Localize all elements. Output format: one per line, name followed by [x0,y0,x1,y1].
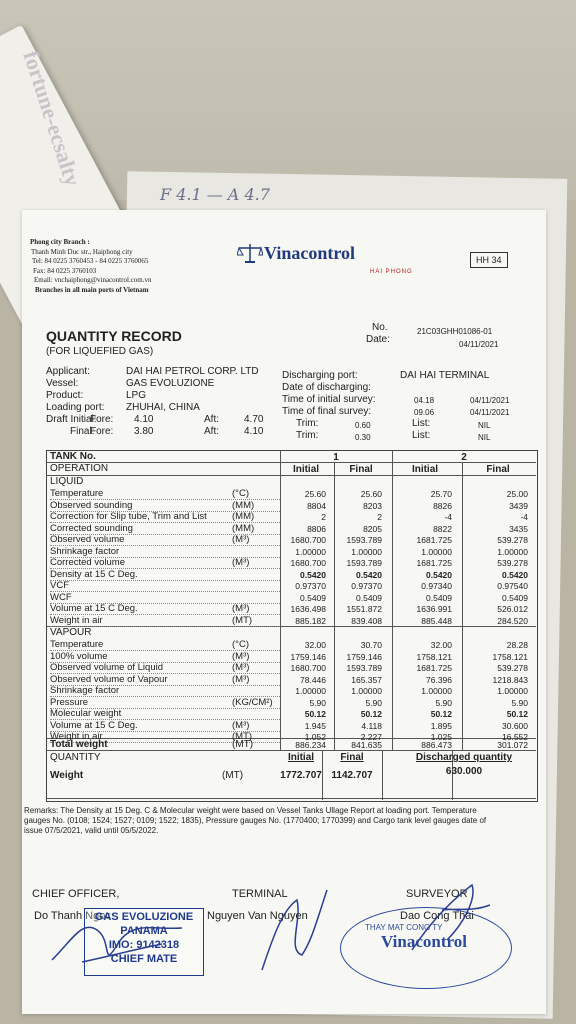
row-label: Observed volume of Liquid [50,662,164,673]
cell-value: 1636.991 [416,604,452,614]
cell-value: 1593.789 [346,558,382,568]
branch-line: Email: vnchaiphong@vinacontrol.com.vn [34,276,152,284]
cell-value: 25.00 [506,489,528,499]
vinacontrol-logo [237,242,263,268]
operation-header: OPERATION [50,463,109,474]
chief-officer-signature [42,900,222,980]
surveyor-signature [402,870,502,960]
info-vessel-label: Vessel: [46,378,79,389]
row-unit: (MM) [232,522,255,534]
cell-value: 78.446 [300,674,326,685]
row-label: Corrected volume [50,557,125,568]
cell-value: 16.552 [502,732,528,742]
info-time-initial-label: Time of initial survey: [282,394,376,405]
cell-value: 50.12 [430,709,452,719]
total-value: 886.234 [295,740,326,750]
cell-value: 1.00000 [351,546,382,557]
cell-value: 0.5409 [426,592,452,603]
row-label: WCF [50,591,72,603]
info-loading: ZHUHAI, CHINA [126,402,200,413]
cell-value: 8826 [433,500,452,511]
info-trim-label: Trim: [296,418,319,429]
info-trim-label: Trim: [296,430,319,441]
cell-value: 50.12 [360,709,382,719]
tank-1-header: 1 [333,452,339,463]
info-applicant: DAI HAI PETROL CORP. LTD [126,366,259,377]
quantity-initial-label: Initial [287,752,315,763]
cell-value: 0.97340 [421,581,452,591]
row-unit: (MT) [232,731,253,742]
row-dotline [50,580,280,581]
stamp-line: CHIEF MATE [110,953,178,965]
draft-initial-label: Draft Initial: [46,414,97,425]
draft-final-aft: 4.10 [244,426,264,437]
cell-value: 1.00000 [351,686,382,696]
cell-value: 0.5420 [426,569,452,580]
table-rule [46,798,536,799]
cell-value: 0.97370 [351,581,382,591]
surveyor-label: SURVEYOR [406,888,468,900]
row-label: Weight in air [50,731,103,742]
total-value: 301.072 [497,740,528,750]
cell-value: 539.278 [497,535,528,545]
row-unit: (M³) [232,534,250,545]
cell-value: 0.5420 [356,569,382,580]
cell-value: 32.00 [430,640,452,650]
cell-value: 1681.725 [416,663,452,673]
cell-value: 50.12 [304,709,326,719]
stamp-line: PANAMA [120,925,168,937]
cell-value: 8806 [307,523,326,534]
cell-value: 8822 [433,523,452,534]
cell-value: 28.28 [506,640,528,650]
row-label: Shrinkage factor [50,685,120,696]
cell-value: 1680.700 [290,535,326,545]
branch-line: Branches in all main ports of Vietnam [35,285,149,294]
time-final-date: 04/11/2021 [470,408,510,417]
row-label: Density at 15 C Deg. [50,568,138,580]
fore-label: Fore: [90,414,114,425]
cell-value: 0.5420 [300,569,326,580]
col-header-initial: Initial [292,464,320,475]
cell-value: 526.012 [497,604,528,614]
info-vessel: GAS EVOLUZIONE [126,378,215,389]
cell-value: 5.90 [511,697,528,708]
cell-value: 0.5409 [502,592,528,603]
branch-line: Phong city Branch : [30,238,90,246]
logo-subtitle: HAI PHONG [370,269,413,275]
info-applicant-label: Applicant: [46,366,90,377]
cell-value: 8804 [307,500,326,511]
discharging-port: DAI HAI TERMINAL [400,370,490,381]
info-date-disch-label: Date of discharging: [282,382,371,393]
total-value: 886.473 [421,740,452,750]
cell-value: 1680.700 [290,558,326,568]
info-loading-label: Loading port: [46,402,105,413]
trim-final: 0.30 [355,433,371,442]
row-unit: (MT) [232,614,253,626]
cell-value: 8205 [363,523,382,534]
col-header-final: Final [486,464,510,475]
cell-value: 1.895 [430,720,452,731]
folded-page-text: fortune-ecsalty [18,47,86,190]
list-label: List: [412,430,431,441]
remarks-line-2: gauges No. (0108; 1524; 1527; 0109; 1522; 1835), Pressure gauges No. (1770400; 1770399) and Cargo tank level gauges date of [24,816,487,825]
cell-value: 1759.146 [346,651,382,662]
row-unit: (KG/CM²) [232,696,273,708]
cell-value: 1551.872 [346,604,382,614]
stamp-text: THAY MAT CONG TY [365,923,443,932]
terminal-name: Nguyen Van Nguyen [207,910,308,922]
row-label: Correction for Slip tube, Trim and List [50,511,207,522]
info-product: LPG [126,390,147,401]
cell-value: 1680.700 [290,663,326,673]
cell-value: 0.5409 [356,592,382,603]
terminal-label: TERMINAL [232,888,288,900]
cell-value: 1758.121 [492,651,528,662]
cell-value: 539.278 [497,663,528,673]
cell-value: 1.00000 [295,546,326,557]
stamp-logo: Vinacontrol [381,932,467,951]
cell-value: 1.00000 [421,686,452,696]
col-header-final: Final [349,464,373,475]
cell-value: 30.600 [502,720,528,731]
row-label: Observed sounding [50,499,133,511]
logo-text: Vinacontrol [264,243,356,263]
weight-label: Weight [50,770,84,781]
row-dotline [50,591,280,592]
cell-value: 30.70 [360,640,382,650]
fore-label: Fore: [90,426,114,437]
draft-initial-aft: 4.70 [244,414,264,425]
no-label: No. [372,322,388,333]
cell-value: 0.5420 [502,569,528,580]
remarks-line-3: issue 07/5/2021, valid until 05/5/2022. [24,826,159,835]
stamp-line: IMO: 9142318 [108,939,180,951]
row-label: Temperature [50,488,104,499]
remarks-line-1: Remarks: The Density at 15 Deg. C & Molecular weight were based on Vessel Tanks Ullage Report at loading port. Temperature [24,806,477,815]
surveyor-name: Dao Cong Thai [400,910,474,922]
row-label: 100% volume [50,650,108,662]
info-product-label: Product: [46,390,84,401]
vapour-label: VAPOUR [50,627,92,638]
total-value: 841.635 [351,740,382,750]
row-label: Molecular weight [50,708,122,719]
info-disch-label: Discharging port: [282,370,358,381]
cell-value: 8203 [363,500,382,511]
cell-value: 839.408 [351,615,382,626]
cell-value: 1.025 [430,732,452,742]
cell-value: 1218.843 [492,674,528,685]
chief-officer-label: CHIEF OFFICER, [32,888,120,900]
row-label: Shrinkage factor [50,545,120,557]
row-label: Observed volume of Vapour [50,673,168,685]
form-code: HH 34 [470,252,508,268]
cell-value: 5.90 [365,697,382,708]
row-unit: (M³) [232,650,250,662]
quantity-record-page [22,210,546,1014]
trim-initial: 0.60 [355,421,371,430]
branch-line: Fax: 84 0225 3760103 [33,266,97,275]
cell-value: 2 [377,512,382,522]
stamp-line: GAS EVOLUZIONE [94,911,194,923]
row-label: Corrected sounding [50,522,133,534]
cell-value: 0.5409 [300,592,326,603]
row-unit: (M³) [232,603,250,614]
quantity-label: QUANTITY [50,752,101,763]
row-label: Volume at 15 C Deg. [50,603,138,614]
row-unit: (°C) [232,488,249,499]
row-label: Pressure [50,696,89,708]
cell-value: 25.60 [304,489,326,499]
cell-value: 885.448 [421,615,452,626]
date-label: Date: [366,334,390,345]
cell-value: 5.90 [309,697,326,708]
draft-final-fore: 3.80 [134,426,154,437]
doc-subtitle: (FOR LIQUEFIED GAS) [46,346,154,357]
table-divider [382,750,383,800]
quantity-initial: 1772.707 [280,770,322,781]
scales-icon [237,242,263,264]
terminal-signature [242,880,352,980]
cell-value: 1593.789 [346,663,382,673]
draft-final-label: Final: [70,426,95,437]
weight-unit: (MT) [222,770,244,781]
row-label: VCF [50,580,69,591]
cell-value: 25.60 [360,489,382,499]
cell-value: 0.97540 [497,581,528,591]
cell-value: 1758.121 [416,651,452,662]
list-label: List: [412,418,431,429]
cell-value: 1681.725 [416,535,452,545]
cell-value: 165.357 [351,674,382,685]
draft-initial-fore: 4.10 [134,414,154,425]
cell-value: 539.278 [497,558,528,568]
branch-line: Thanh Minh Duc str., Haiphong city [31,247,133,256]
row-unit: (°C) [232,639,249,650]
cell-value: 4.118 [361,720,382,731]
total-weight-label: Total weight [50,739,108,750]
row-unit: (M³) [232,673,250,685]
row-label: Temperature [50,639,104,650]
time-initial-hour: 04.18 [414,396,435,405]
row-unit: (M³) [232,719,250,731]
row-unit: (MM) [232,499,255,511]
cell-value: 1.052 [304,732,326,742]
row-unit: (MM) [232,511,255,522]
col-header-initial: Initial [411,464,439,475]
branch-line: Tel: 84 0225 3760453 - 84 0225 3760065 [32,257,149,265]
row-unit: (M³) [232,662,250,673]
cell-value: 3435 [509,523,528,534]
cell-value: 5.90 [435,697,452,708]
tank-2-header: 2 [461,452,467,463]
row-label: Weight in air [50,614,103,626]
quantity-final: 1142.707 [331,770,373,781]
discharged-quantity: 630.000 [445,766,483,777]
discharged-quantity-label: Discharged quantity [415,752,513,763]
total-weight-unit: (MT) [232,739,254,750]
row-label: Volume at 15 C Deg. [50,719,138,731]
doc-date: 04/11/2021 [459,340,499,349]
chief-officer-name: Do Thanh Ngoc [34,910,111,922]
doc-title: QUANTITY RECORD [46,328,182,344]
info-time-final-label: Time of final survey: [282,406,372,417]
cell-value: 1.00000 [295,686,326,696]
cell-value: 1759.146 [290,651,326,662]
cell-value: 25.70 [430,489,452,499]
cell-value: 1.00000 [497,546,528,557]
cell-value: 76.396 [426,674,452,685]
cell-value: 1681.725 [416,558,452,568]
cell-value: 1.945 [304,720,326,731]
row-unit: (M³) [232,557,250,568]
cell-value: 32.00 [304,640,326,650]
cell-value: -4 [444,512,452,522]
liquid-label: LIQUID [50,476,84,487]
cell-value: 0.97370 [295,581,326,591]
list-final: NIL [478,433,491,442]
handwritten-note: F 4.1 — A 4.7 [160,185,270,204]
cell-value: 50.12 [506,709,528,719]
aft-label: Aft: [204,426,220,437]
cell-value: 1.00000 [421,546,452,557]
cell-value: 2 [321,512,326,522]
cell-value: 1636.498 [290,604,326,614]
aft-label: Aft: [204,414,220,425]
quantity-final-label: Final [340,752,364,763]
cell-value: 1.00000 [497,686,528,696]
doc-number: 21C03GHH01086-01 [417,327,493,336]
cell-value: 885.182 [295,615,326,626]
tank-no-header: TANK No. [50,451,96,462]
cell-value: 1593.789 [346,535,382,545]
time-initial-date: 04/11/2021 [470,396,510,405]
cell-value: -4 [520,512,528,522]
list-initial: NIL [478,421,491,430]
time-final-hour: 09.06 [414,408,435,417]
cell-value: 2.227 [360,732,382,742]
cell-value: 284.520 [497,615,528,626]
row-label: Observed volume [50,534,125,545]
cell-value: 3439 [509,500,528,511]
